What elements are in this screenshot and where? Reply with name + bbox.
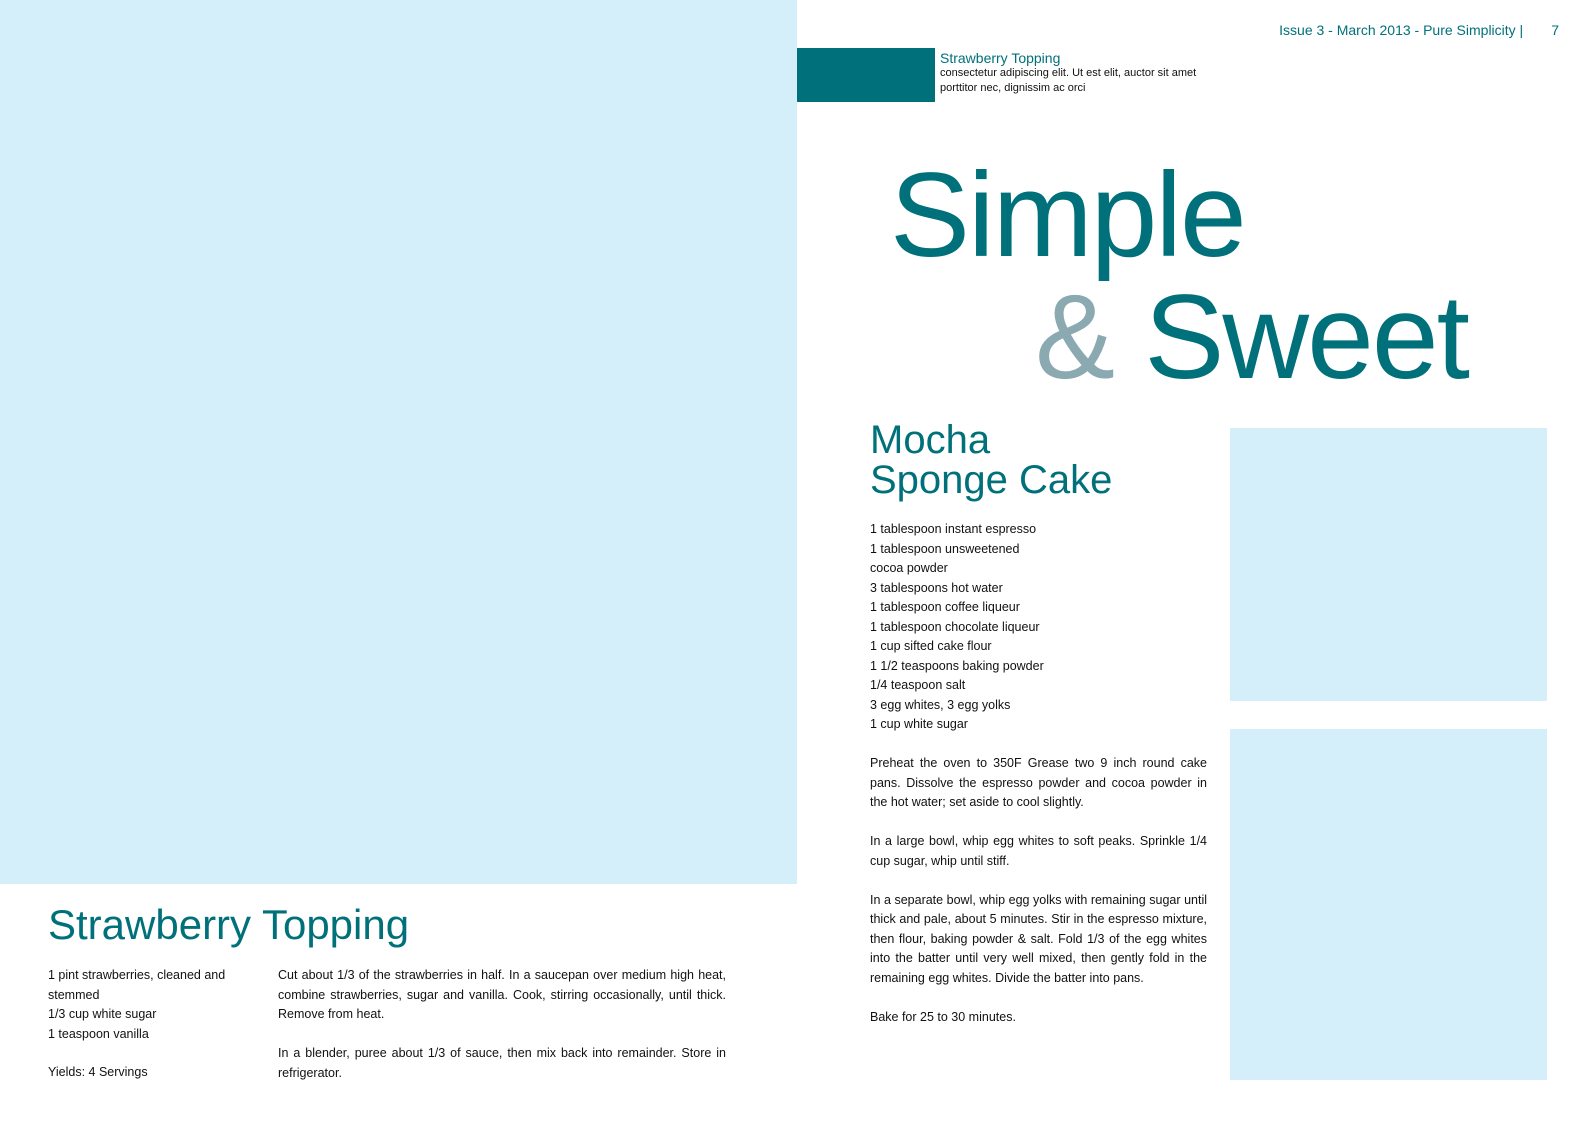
instruction-paragraph: In a separate bowl, whip egg yolks with remaining sugar until thick and pale, about 5 minutes. Stir in the espresso mixture, then flour, baking powder & salt. Fold 1/3 of the egg whites into the batter until very well mixed, then gently fold in the remaining egg whites. Divide the batter into pans.: [870, 892, 1207, 985]
teaser-text: consectetur adipiscing elit. Ut est elit, auctor sit amet porttitor nec, dignissim ac orci: [940, 67, 1197, 94]
ingredient-item: 1 tablespoon unsweetened: [870, 541, 1020, 556]
strawberry-ingredient-list: [48, 966, 248, 1044]
mocha-title: [870, 420, 1200, 500]
mocha-title-line2: Sponge Cake: [870, 458, 1113, 502]
ingredient-item: 1 cup sifted cake flour: [870, 639, 992, 653]
instruction-paragraph: In a blender, puree about 1/3 of sauce, then mix back into remainder. Store in refrigerator.: [278, 1046, 726, 1080]
ingredient-item: cocoa powder: [870, 561, 948, 575]
left-page-photo: [0, 0, 797, 884]
headline-sweet-line: [1035, 270, 1468, 404]
strawberry-yields: Yields: 4 Servings: [48, 1065, 148, 1079]
ingredient-item: 1/4 teaspoon salt: [870, 678, 966, 692]
right-page-photo-bottom: [1230, 729, 1547, 1080]
issue-line: Issue 3 - March 2013 - Pure Simplicity |: [1279, 22, 1524, 38]
strawberry-instructions: [278, 966, 726, 1103]
headline-sweet: Sweet: [1144, 270, 1468, 404]
ingredient-item: 1 tablespoon coffee liqueur: [870, 600, 1020, 614]
ingredient-item: 1 tablespoon chocolate liqueur: [870, 619, 1040, 634]
ingredient-item: 1 tablespoon instant espresso: [870, 522, 1037, 536]
mocha-title-line1: Mocha: [870, 418, 991, 462]
instruction-paragraph: In a large bowl, whip egg whites to soft peaks. Sprinkle 1/4 cup sugar, whip until stiff.: [870, 834, 1207, 868]
instruction-paragraph: Preheat the oven to 350F Grease two 9 inch round cake pans. Dissolve the espresso powder and cocoa powder in the hot water; set aside to cool slightly.: [870, 756, 1207, 809]
strawberry-title: Strawberry Topping: [48, 901, 410, 948]
headline-ampersand: &: [1035, 270, 1114, 404]
ingredient-item: 3 egg whites, 3 egg yolks: [870, 697, 1011, 712]
ingredient-item: 1 pint strawberries, cleaned and stemmed: [48, 968, 226, 1002]
page-header: [1279, 22, 1559, 38]
teaser-title: Strawberry Topping: [940, 50, 1061, 66]
ingredient-item: 1/3 cup white sugar: [48, 1007, 157, 1021]
ingredient-item: 3 tablespoons hot water: [870, 580, 1003, 595]
right-page-photo-top: [1230, 428, 1547, 701]
teaser-color-block: [797, 48, 935, 102]
instruction-paragraph: Cut about 1/3 of the strawberries in half. In a saucepan over medium high heat, combine strawberries, sugar and vanilla. Cook, stirring occasionally, until thick. Remove from heat.: [278, 968, 726, 1021]
headline-simple: Simple: [890, 148, 1245, 282]
page-number: 7: [1551, 22, 1559, 38]
instruction-paragraph: Bake for 25 to 30 minutes.: [870, 1009, 1016, 1024]
ingredient-item: 1 1/2 teaspoons baking powder: [870, 658, 1044, 673]
ingredient-item: 1 cup white sugar: [870, 717, 968, 731]
ingredient-item: 1 teaspoon vanilla: [48, 1026, 149, 1041]
mocha-ingredient-list: [870, 520, 1210, 735]
mocha-instructions: [870, 754, 1207, 1047]
